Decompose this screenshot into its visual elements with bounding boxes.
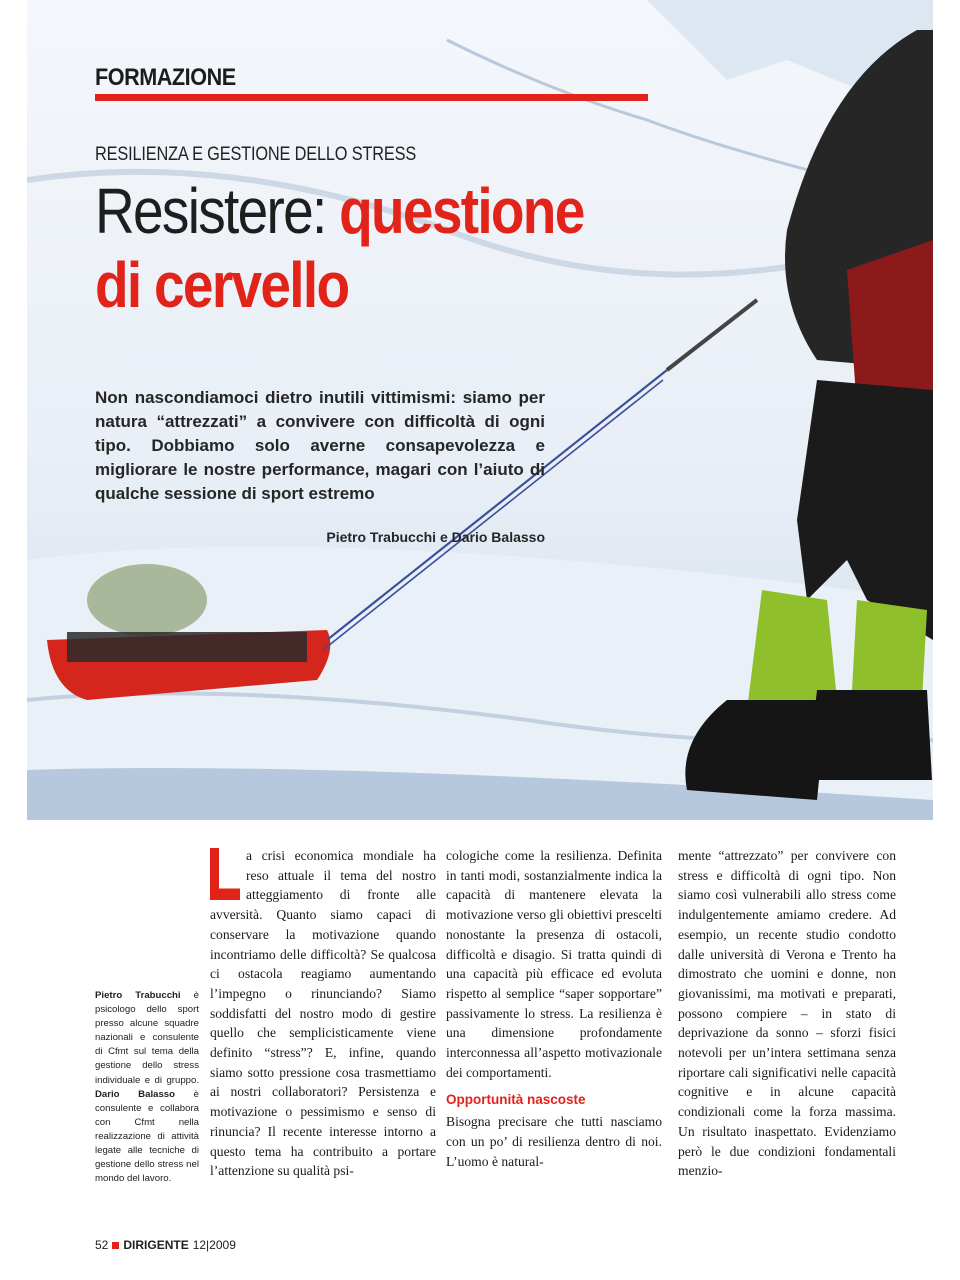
title-plain: Resistere: [95,175,340,247]
page-number: 52 [95,1238,109,1252]
authors: Pietro Trabucchi e Dario Balasso [326,529,545,545]
lead-paragraph: Non nascondiamoci dietro inutili vittimismi: siamo per natura “attrezzati” a convivere con difficoltà di ogni tipo. Dobbiamo solo averne consapevolezza e migliorare le nostre performance, magari con l’aiuto di qualche sessione di sport estremo [95,388,545,503]
issue-number: 12|2009 [192,1238,236,1252]
climber-gaiter-right [852,600,927,700]
climber-boot-right [807,690,932,780]
body-text-3: mente “attrezzato” per convivere con stress e difficoltà di ogni tipo. Non siamo così vulnerabili allo stress come indulgentemente amiamo credere. Ad esempio, un recente studio condotto dalle università di Verona e Trento ha dimostrato che uomini e donne, non giovanissimi, ma motivati e preparati, possono compiere – in stato di deprivazione da sonno – sforzi fisici notevoli per un’intera settimana senza riportare cali significativi nelle capacità cognitive e in alcune capacità condizionali come la forza massima. Un risultato inaspettato. Evidenziamo però le due condizioni fondamentali menzio- [678,848,896,1179]
body-text-2b: Bisogna precisare che tutti nasciamo con un po’ di resilienza dentro di noi. L’uomo è natural- [446,1114,662,1169]
subhead: Opportunità nascoste [446,1092,586,1108]
bio-text-2: è consulente e collabora con Cfmt nella realizzazione di attività legate alle tecniche di gestione dello stress nel mondo del lavoro. [95,1088,199,1185]
title-accent-2: di cervello [95,249,349,321]
bio-name-2: Dario Balasso [95,1088,175,1100]
body-text-2a: cologiche come la resilienza. Definita in tanti modi, sostanzialmente indica la capacità di mantenere elevata la motivazione verso gli obiettivi prescelti nonostante la presenza di ostacoli, difficoltà e disagio. Si tratta quindi di una capacità più efficace ed evoluta rispetto al semplice “saper sopportare” passivamente lo stress. La resilienza è una dimensione profondamente interconnessa all’aspetto motivazionale dei comportamenti. [446,848,662,1080]
bio-text-1: è psicologo dello sport presso alcune squadre nazionali e consulente di Cfmt sul tema della gestione dello stress individuale e di gruppo. [95,990,199,1086]
magazine-name: DIRIGENTE [123,1238,189,1252]
body-column-1 [210,846,436,1181]
section-label: FORMAZIONE [95,64,236,91]
kicker: RESILIENZA E GESTIONE DELLO STRESS [95,144,417,165]
bag [87,564,207,636]
page-title [95,174,628,322]
red-square-icon [112,1242,119,1249]
body-text-1: a crisi economica mondiale ha reso attuale il tema del nostro atteggiamento di fronte alle avversità. Quanto siamo capaci di conservare la motivazione quando incontriamo delle difficoltà? Se qualcosa ci ostacola reagiamo aumentando l’impegno o rinunciando? Siamo soddisfatti del nostro modo di gestire quello che semplicisticamente viene definito “stress”? E, infine, quando siamo sotto pressione cosa trasmettiamo ai nostri collaboratori? Persistenza e motivazione o pessimismo e senso di rinuncia? Il recente interesse intorno a questo tema ha contribuito a portare l’attenzione su qualità psi- [210,848,436,1179]
bio-name-1: Pietro Trabucchi [95,990,181,1001]
author-bio [95,989,199,1186]
title-accent-1: questione [339,175,584,247]
drop-cap-l [210,848,240,900]
section-rule [95,94,648,101]
page-footer [95,1238,236,1252]
body-column-2 [446,846,662,1171]
body-column-3 [678,846,896,1181]
